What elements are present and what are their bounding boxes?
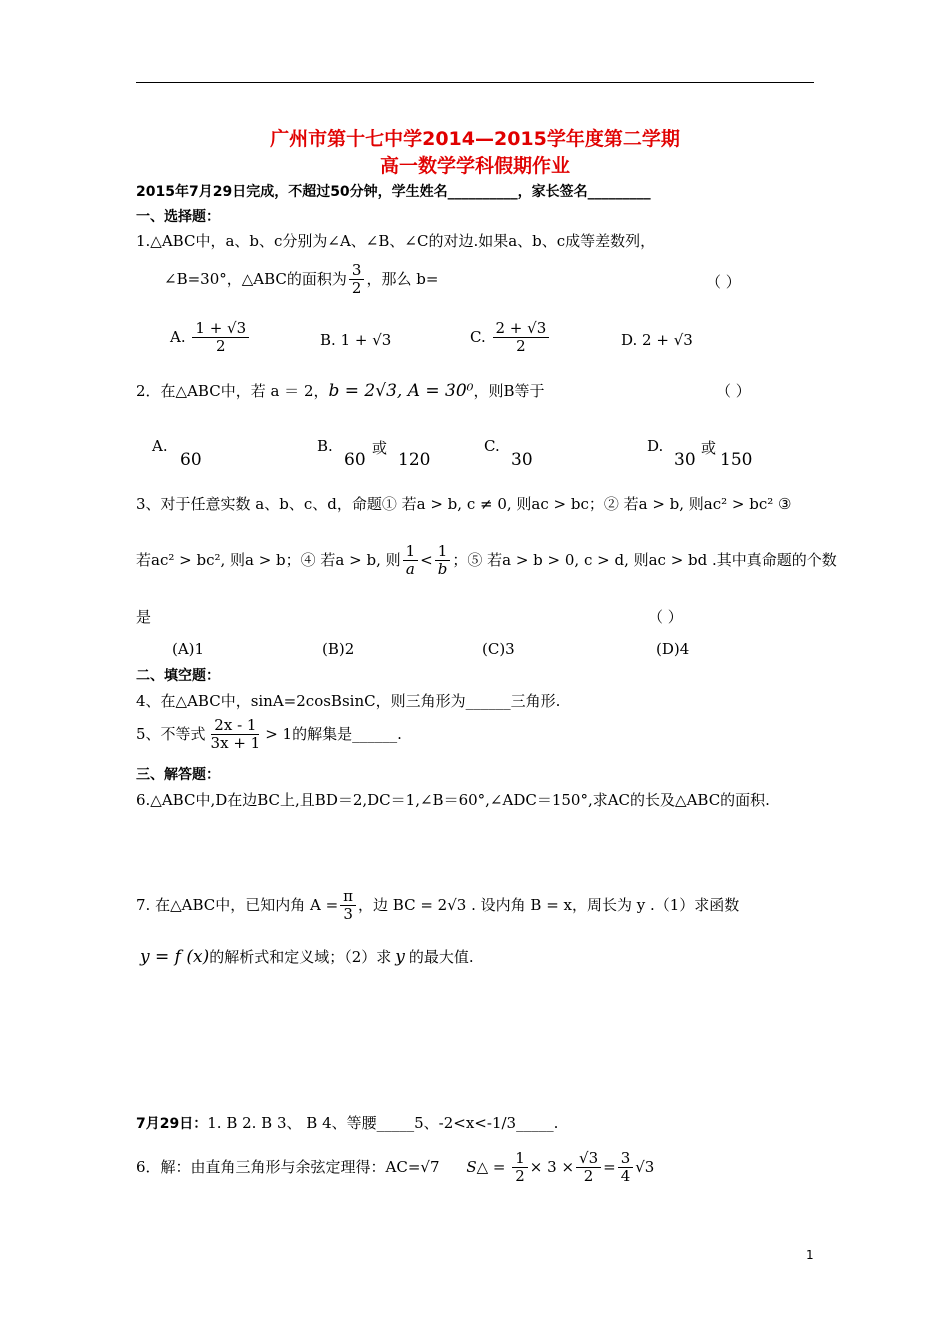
q1-opt-b-label: B. bbox=[320, 331, 336, 349]
q7-line2 bbox=[140, 946, 474, 967]
answers-line1-text: 1. B 2. B 3、 B 4、等腰_____5、-2<x<-1/3_____. bbox=[207, 1114, 559, 1132]
q7-line2-end: 的最大值. bbox=[408, 948, 474, 966]
answers-f3-den: 4 bbox=[620, 1167, 631, 1186]
q1-option-c bbox=[470, 320, 551, 356]
q1-text: 1.△ABC中，a、b、c分别为∠A、∠B、∠C的对边.如果a、b、c成等差数列， bbox=[136, 232, 656, 250]
q2-line bbox=[136, 380, 545, 401]
answers-tail: √3 bbox=[635, 1157, 655, 1176]
q1-answer-paren: （ ） bbox=[706, 273, 741, 291]
q1-area-fraction bbox=[349, 262, 365, 298]
q7-num: π bbox=[340, 888, 356, 906]
answers-f1-num: 1 bbox=[512, 1150, 528, 1168]
q2-text-pre: 2．在△ABC中，若 a ＝ 2， bbox=[136, 382, 329, 400]
q5-pre: 5、不等式 bbox=[136, 724, 206, 743]
q2-math: b = 2√3, A = 30⁰ bbox=[328, 381, 474, 401]
answers-line2 bbox=[136, 1150, 654, 1186]
q2-answer-paren: （ ） bbox=[716, 382, 751, 400]
q2-opt-b-value1: 60 bbox=[344, 450, 366, 470]
q1-line2-pre: ∠B=30°，△ABC的面积为 bbox=[164, 269, 347, 288]
q1-opt-a-den: 2 bbox=[215, 337, 226, 356]
q3-frac1-den: a bbox=[405, 560, 415, 579]
q2-opt-a-value: 60 bbox=[180, 450, 202, 470]
q3-line2 bbox=[136, 543, 837, 579]
q2-text-post: ，则B等于 bbox=[473, 382, 545, 400]
q1-area-den: 2 bbox=[351, 279, 362, 298]
answers-label: 7月29日： bbox=[136, 1116, 208, 1132]
answers-s-label: S△ = bbox=[466, 1157, 506, 1176]
q5-den: 3x + 1 bbox=[210, 734, 261, 753]
q1-opt-c-fraction bbox=[493, 320, 550, 356]
q1-opt-b-value: 1 + √3 bbox=[340, 331, 392, 349]
q3-option-b: (B)2 bbox=[322, 640, 355, 658]
q1-opt-a-num: 1 + √3 bbox=[192, 320, 249, 338]
q2-opt-d-value2: 150 bbox=[720, 450, 753, 470]
q3-frac-1 bbox=[403, 543, 419, 579]
q1-opt-c-label: C. bbox=[470, 327, 486, 346]
q7-post: ，边 BC = 2√3 . 设内角 B = x，周长为 y .（1）求函数 bbox=[358, 895, 740, 914]
q7-line2-text: 的解析式和定义域；（2）求 bbox=[209, 948, 392, 966]
section-fill: 二、填空题： bbox=[136, 668, 220, 684]
q3-line2-pre: 若ac² > bc², 则a > b；④ 若a > b, 则 bbox=[136, 550, 401, 569]
q5-fraction bbox=[208, 717, 264, 753]
q1-option-b bbox=[320, 331, 391, 349]
q3-line1: 3、对于任意实数 a、b、c、d，命题① 若a > b, c ≠ 0, 则ac > bc；② 若a > b, 则ac² > bc² ③ bbox=[136, 495, 792, 513]
q3-frac1-num: 1 bbox=[403, 543, 419, 561]
q5-line bbox=[136, 717, 402, 753]
q3-line3: 是 bbox=[136, 608, 152, 626]
q3-option-a: (A)1 bbox=[172, 640, 205, 658]
q7-pre: 7. 在△ABC中，已知内角 A = bbox=[136, 895, 339, 914]
section-solve: 三、解答题： bbox=[136, 767, 220, 783]
q6-text: 6.△ABC中,D在边BC上,且BD＝2,DC＝1,∠B＝60°,∠ADC＝150°,求AC的长及△ABC的面积. bbox=[136, 791, 770, 809]
q2-opt-c-value: 30 bbox=[511, 450, 533, 470]
q1-line2-post: ，那么 b= bbox=[366, 269, 439, 288]
q1-opt-d-label: D. bbox=[621, 331, 638, 349]
q3-frac2-num: 1 bbox=[435, 543, 451, 561]
q2-opt-d-label: D. bbox=[647, 437, 664, 455]
answers-frac-2 bbox=[576, 1150, 601, 1186]
q2-opt-d-or: 或 bbox=[701, 439, 717, 457]
q1-area-num: 3 bbox=[349, 262, 365, 280]
title-line-2: 高一数学学科假期作业 bbox=[379, 155, 570, 177]
q7-line2-math: y = f (x) bbox=[140, 947, 210, 967]
q1-line2 bbox=[164, 262, 438, 298]
q2-opt-c-label: C. bbox=[484, 437, 500, 455]
q2-opt-a-label: A. bbox=[152, 437, 168, 455]
q3-option-d: (D)4 bbox=[656, 640, 690, 658]
q1-option-a bbox=[170, 320, 251, 356]
q1-opt-a-label: A. bbox=[170, 327, 186, 346]
answers-line1 bbox=[136, 1112, 558, 1133]
q3-line2-post: ；⑤ 若a > b > 0, c > d, 则ac > bd .其中真命题的个数 bbox=[452, 550, 837, 569]
q7-fraction bbox=[340, 888, 356, 924]
answers-mid: × 3 × bbox=[529, 1157, 575, 1176]
q7-den: 3 bbox=[343, 905, 353, 924]
q1-opt-d-value: 2 + √3 bbox=[642, 331, 693, 349]
q2-opt-b-or: 或 bbox=[372, 439, 388, 457]
q2-opt-b-label: B. bbox=[317, 437, 333, 455]
q1-option-d bbox=[621, 331, 693, 349]
answers-f3-num: 3 bbox=[618, 1150, 634, 1168]
answers-f2-num: √3 bbox=[576, 1150, 601, 1168]
q2-opt-b-value2: 120 bbox=[398, 450, 431, 470]
q7-line2-y: y bbox=[395, 947, 405, 967]
q1-opt-c-num: 2 + √3 bbox=[493, 320, 550, 338]
q3-answer-paren: （ ） bbox=[648, 608, 683, 626]
page-number: 1 bbox=[806, 1248, 814, 1262]
q4-text: 4、在△ABC中，sinA=2cosBsinC，则三角形为______三角形. bbox=[136, 692, 561, 710]
q3-frac-2 bbox=[435, 543, 451, 579]
q1-opt-c-den: 2 bbox=[516, 337, 526, 356]
q3-option-c: (C)3 bbox=[482, 640, 515, 658]
answers-line2-text: 6．解：由直角三角形与余弦定理得：AC=√7 bbox=[136, 1157, 440, 1176]
answers-f1-den: 2 bbox=[515, 1167, 525, 1186]
answers-f2-den: 2 bbox=[583, 1167, 594, 1186]
q1-opt-a-fraction bbox=[192, 320, 249, 356]
section-choice: 一、选择题： bbox=[136, 209, 220, 225]
info-line: 2015年7月29日完成，不超过50分钟，学生姓名__________，家长签名_________ bbox=[136, 184, 651, 200]
q7-line1 bbox=[136, 888, 739, 924]
header-rule bbox=[136, 82, 814, 83]
q2-opt-d-value1: 30 bbox=[674, 450, 696, 470]
answers-frac-3 bbox=[618, 1150, 634, 1186]
q5-num: 2x - 1 bbox=[211, 717, 259, 735]
title-line-1: 广州市第十七中学2014—2015学年度第二学期 bbox=[270, 128, 680, 150]
q5-post: > 1的解集是______. bbox=[265, 724, 402, 743]
answers-eq: = bbox=[603, 1157, 616, 1176]
q3-frac2-den: b bbox=[437, 560, 448, 579]
q3-lt: < bbox=[420, 550, 433, 569]
answers-frac-1 bbox=[512, 1150, 528, 1186]
